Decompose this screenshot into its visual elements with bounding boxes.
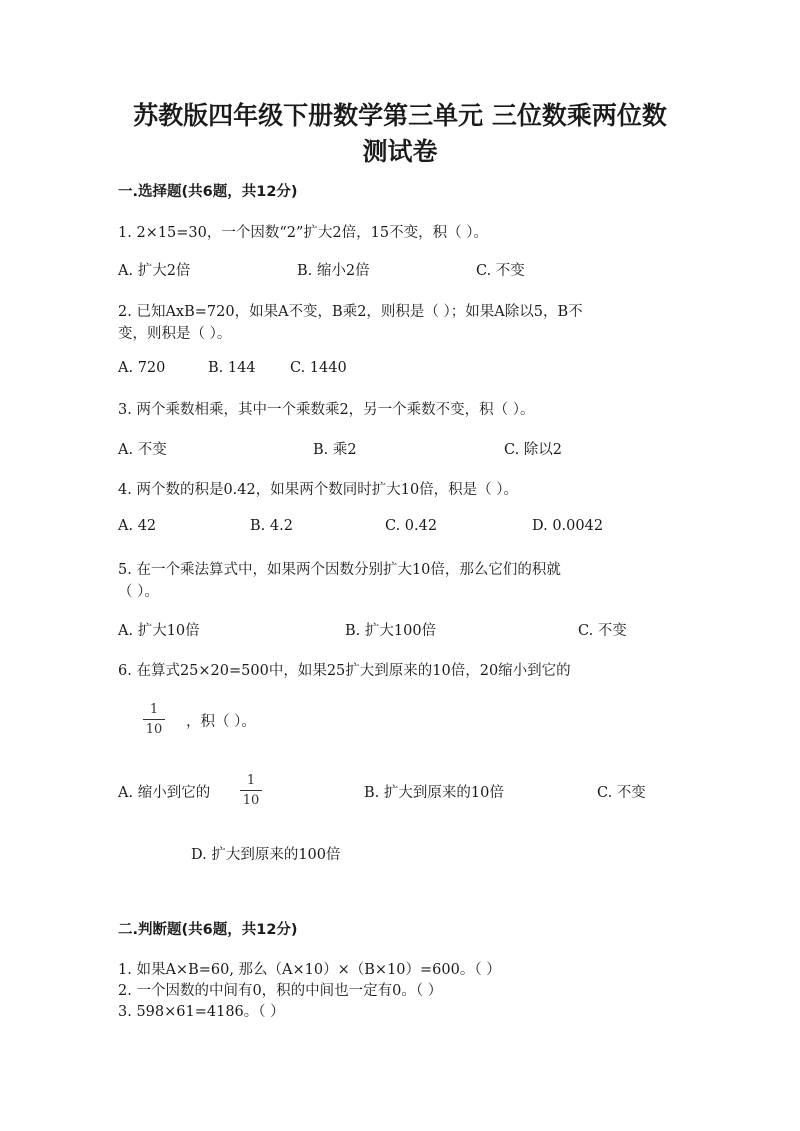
option-a-fraction-bar xyxy=(240,790,262,791)
question-1: 1. 2×15=30，一个因数“2”扩大2倍，15不变，积（ ）。 xyxy=(118,225,488,241)
q5-option-c: C. 不变 xyxy=(578,623,627,639)
section-heading-choice: 一.选择题(共6题，共12分) xyxy=(118,184,298,200)
question-4: 4. 两个数的积是0.42，如果两个数同时扩大10倍，积是（ ）。 xyxy=(118,482,519,498)
fraction-numerator: 1 xyxy=(149,702,159,717)
question-6-line2: ，积（ ）。 xyxy=(186,714,256,730)
q4-option-c: C. 0.42 xyxy=(385,518,438,534)
q2-option-c: C. 1440 xyxy=(290,360,347,376)
judge-item-3: 3. 598×61=4186。（ ） xyxy=(118,1004,285,1020)
judge-item-1: 1. 如果A×B=60, 那么（A×10）×（B×10）=600。（ ） xyxy=(118,962,501,978)
question-6-line1: 6. 在算式25×20=500中，如果25扩大到原来的10倍，20缩小到它的 xyxy=(118,663,571,679)
question-3: 3. 两个乘数相乘，其中一个乘数乘2，另一个乘数不变，积（ ）。 xyxy=(118,402,535,418)
q6-option-b: B. 扩大到原来的10倍 xyxy=(364,785,504,801)
fraction-bar xyxy=(143,719,165,720)
page-title: 苏教版四年级下册数学第三单元 三位数乘两位数 xyxy=(133,101,667,130)
option-a-fraction-one-tenth xyxy=(240,773,262,809)
q6-option-d: D. 扩大到原来的100倍 xyxy=(191,847,341,863)
question-2-line2: 变，则积是（ ）。 xyxy=(118,326,232,342)
section-heading-judge: 二.判断题(共6题，共12分) xyxy=(118,922,298,938)
q6-option-c: C. 不变 xyxy=(597,785,646,801)
page-title-line2: 测试卷 xyxy=(362,137,438,166)
q1-option-c: C. 不变 xyxy=(476,263,525,279)
q5-option-a: A. 扩大10倍 xyxy=(118,623,200,639)
question-2-line1: 2. 已知AxB=720，如果A不变，B乘2，则积是（ ）；如果A除以5，B不 xyxy=(118,304,583,320)
q6-option-a: A. 缩小到它的 xyxy=(118,785,211,801)
option-a-fraction-numerator: 1 xyxy=(246,773,256,788)
q4-option-a: A. 42 xyxy=(118,518,157,534)
q3-option-c: C. 除以2 xyxy=(504,442,563,458)
q2-option-a: A. 720 xyxy=(118,360,166,376)
fraction-denominator: 10 xyxy=(145,722,163,737)
q4-option-b: B. 4.2 xyxy=(250,518,293,534)
q3-option-b: B. 乘2 xyxy=(313,442,357,458)
q5-option-b: B. 扩大100倍 xyxy=(345,623,437,639)
q2-option-b: B. 144 xyxy=(208,360,256,376)
fraction-one-tenth xyxy=(143,702,165,738)
question-5-line2: （ ）。 xyxy=(118,584,159,600)
question-5-line1: 5. 在一个乘法算式中，如果两个因数分别扩大10倍，那么它们的积就 xyxy=(118,562,561,578)
q1-option-b: B. 缩小2倍 xyxy=(297,263,370,279)
option-a-fraction-denominator: 10 xyxy=(242,793,260,808)
q4-option-d: D. 0.0042 xyxy=(532,518,604,534)
q3-option-a: A. 不变 xyxy=(118,442,167,458)
q1-option-a: A. 扩大2倍 xyxy=(118,263,191,279)
judge-item-2: 2. 一个因数的中间有0，积的中间也一定有0。（ ） xyxy=(118,983,443,999)
